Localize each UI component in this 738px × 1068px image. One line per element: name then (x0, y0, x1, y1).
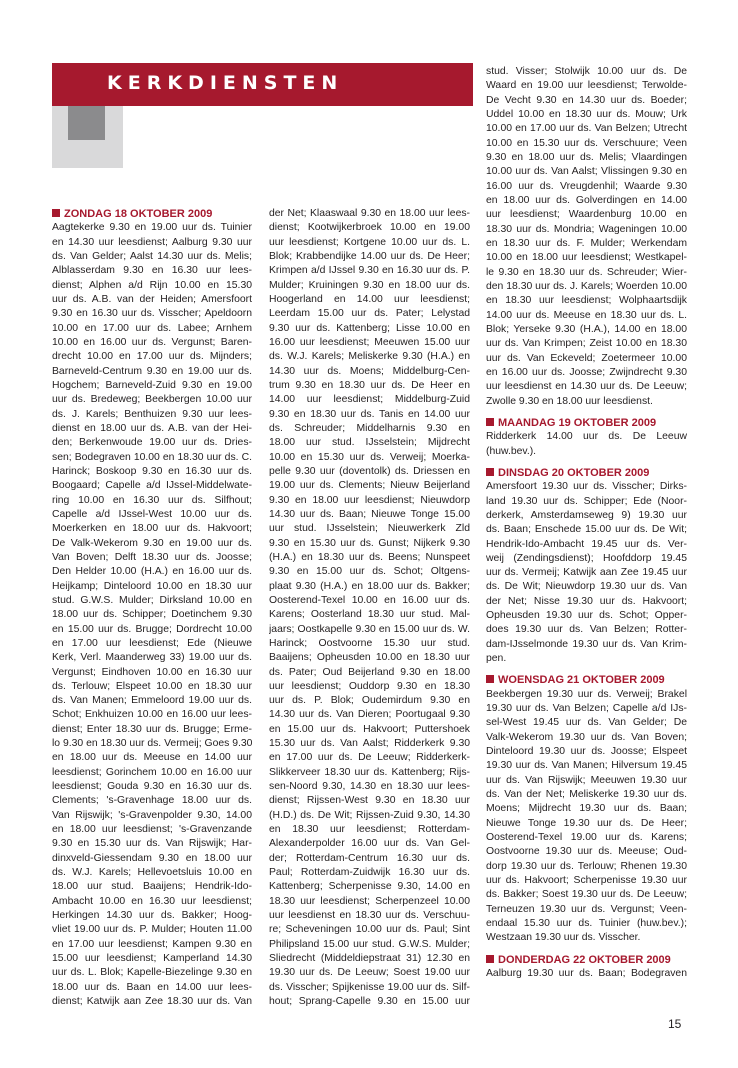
text-line: uur leesdienst en 14.30 uur ds. De Leeuw; (486, 381, 687, 393)
text-line: 10.00 en 15.30 uur ds. Verschuure; Veen (486, 137, 687, 149)
text-line: en 17.00 uur leesdienst; Ede (Nieuwe (52, 637, 252, 649)
text-line: Oostvoorne 19.30 uur ds. Meeuse; Oud- (486, 846, 687, 858)
text-line: Vergunst; Eindhoven 10.00 en 16.30 uur (52, 666, 252, 678)
text-line: Harinck; Boskoop 9.30 en 16.30 uur ds. (52, 465, 252, 477)
text-line: Alexanderpolder 16.00 uur ds. Van Gel- (269, 838, 470, 850)
text-line: hout; Sprang-Capelle 9.30 en 15.00 uur (269, 996, 470, 1008)
text-line: 16.00 uur ds. Vreugdenhil; Waarde 9.30 (486, 180, 687, 192)
text-line: uur ds. Bredeweg; Beekbergen 10.00 uur (52, 394, 252, 406)
text-line: Harinck; Oostvoorne 15.30 uur stud. (269, 637, 470, 649)
text-line: land 19.30 uur ds. Schipper; Ede (Noor- (486, 495, 687, 507)
section-heading-thursday (486, 953, 687, 967)
service-list-sunday-part-2 (269, 207, 470, 1009)
text-line: 19.30 uur ds. Van Manen; Hilversum 19.45 (486, 760, 687, 772)
text-line: 9.30 en 15.30 uur ds. Gunst; Nijkerk 9.30 (269, 537, 470, 549)
text-line: en 17.00 uur leesdienst; Kampen 9.30 en (52, 938, 252, 950)
text-line: Sliedrecht (Middeldiepstraat 31) 12.30 en (269, 953, 470, 965)
text-line: 15.30 uur ds. Van Aalst; Ridderkerk 9.30 (269, 738, 470, 750)
text-line: den 18.30 uur ds. J. Karels; Woerden 10.00 (486, 280, 687, 292)
text-line: Blok; Krabbendijke 14.00 uur ds. De Heer; (269, 250, 470, 262)
text-line: Heijkamp; Dinteloord 10.00 en 18.30 uur (52, 580, 252, 592)
text-line: ds. De Wit; Nieuwdorp 19.30 uur ds. Van (486, 581, 687, 593)
section-heading-text: DONDERDAG 22 OKTOBER 2009 (498, 953, 671, 966)
text-line: der; Rotterdam-Centrum 16.30 uur ds. (269, 852, 470, 864)
text-line: ds. W.J. Karels; Hellevoetsluis 10.00 en (52, 867, 252, 879)
section-heading-wednesday (486, 673, 687, 687)
text-line: Leerdam 15.00 uur ds. Pater; Lelystad (269, 308, 470, 320)
text-line: 18.00 uur stud. IJsselstein; Mijdrecht (269, 437, 470, 449)
service-list-monday (486, 430, 687, 459)
text-line: 18.00 uur stud. Baaijens; Hendrik-Ido- (52, 881, 252, 893)
text-line: ds. Van der Net; Meliskerke 19.30 uur ds. (486, 789, 687, 801)
text-line: Capelle a/d IJssel-West 10.00 uur ds. (52, 508, 252, 520)
text-line: does 19.30 uur ds. Van Belzen; Rotter- (486, 624, 687, 636)
square-bullet-icon (486, 955, 494, 963)
text-line: dienst en 18.00 uur ds. A.B. van der Hei- (52, 422, 252, 434)
square-bullet-icon (486, 468, 494, 476)
text-line: 9.30 en 15.30 uur ds. Van Rijswijk; Har- (52, 838, 252, 850)
text-line: uur stud. IJsselstein; Nieuwerkerk Zld (269, 523, 470, 535)
text-line: (huw.bev.). (486, 445, 537, 457)
text-line: 9.30 en 18.00 uur leesdienst; Nieuwdorp (269, 494, 470, 506)
text-line: Blok; Yerseke 9.30 (H.A.), 14.00 en 18.00 (486, 323, 687, 335)
page-number: 15 (668, 1017, 682, 1031)
text-line: uur leesdienst; Kortgene 10.00 uur ds. L. (269, 236, 470, 248)
text-line: 14.30 uur ds. Moens; Middelburg-Cen- (269, 365, 470, 377)
text-line: en 17.00 uur ds. De Leeuw; Ridderkerk- (269, 752, 470, 764)
text-line: 10.00 en 16.00 uur ds. Vergunst; Baren- (52, 336, 252, 348)
text-line: ds. Van Manen; Emmeloord 19.00 uur ds. (52, 695, 252, 707)
text-line: en 18.00 uur ds. Golverdingen en 14.00 (486, 194, 687, 206)
text-line: derkerk, Amsterdamseweg 9) 19.30 uur (486, 509, 687, 521)
text-line: ds. J. Karels; Benthuizen 9.30 uur lees- (52, 408, 252, 420)
text-line: plaat 9.30 (H.A.) en 18.00 uur ds. Bakker; (269, 580, 470, 592)
square-bullet-icon (52, 209, 60, 217)
text-line: Waard en 19.00 uur leesdienst; Terwolde- (486, 80, 687, 92)
text-line: Alblasserdam 9.30 en 16.30 uur lees- (52, 265, 252, 277)
text-line: Dinteloord 19.30 uur ds. Joosse; Elspeet (486, 746, 687, 758)
text-line: dam-IJsselmonde 19.30 uur ds. Van Krim- (486, 638, 687, 650)
text-line: Opheusden 19.30 uur ds. Schot; Opper- (486, 610, 687, 622)
text-line: 10.00 en 15.30 uur ds. Verweij; Moerka- (269, 451, 470, 463)
text-line: en 18.30 uur leesdienst; Wolphaartsdijk (486, 295, 687, 307)
text-line: 18.00 uur ds. Schipper; Doetinchem 9.30 (52, 609, 252, 621)
text-line: 19.00 uur ds. Clements; Nieuw Beijerland (269, 480, 470, 492)
text-line: Beekbergen 19.30 uur ds. Verweij; Brakel (486, 688, 687, 700)
section-heading-monday (486, 416, 687, 430)
text-line: Boogaard; Capelle a/d IJssel-Middelwate- (52, 480, 252, 492)
text-line: dienst; Katwijk aan Zee 18.30 uur ds. Van (52, 996, 252, 1008)
text-line: Clements; 's-Gravenhage 18.00 uur ds. (52, 795, 252, 807)
text-line: dorp 19.30 uur ds. Terlouw; Rhenen 19.30 (486, 860, 687, 872)
text-line: vliet 19.00 uur ds. P. Mulder; Houten 11.00 (52, 924, 252, 936)
text-line: ds. Pater; Oud Beijerland 9.30 en 18.00 (269, 666, 470, 678)
text-line: Aagtekerke 9.30 en 19.00 uur ds. Tuinier (52, 222, 252, 234)
text-line: Oosterend-Texel 10.00 en 16.00 uur ds. (269, 594, 470, 606)
text-line: dienst; Alphen a/d Rijn 10.00 en 15.30 (52, 279, 252, 291)
text-line: re; Scheveningen 10.00 uur ds. Paul; Sint (269, 924, 470, 936)
text-line: Baaijens; Opheusden 10.00 en 18.30 uur (269, 652, 470, 664)
text-line: Valk-Wekerom 19.30 uur ds. Van Boven; (486, 731, 687, 743)
text-line: Den Helder 10.00 (H.A.) en 16.00 uur ds. (52, 566, 252, 578)
text-line: 10.00 en 18.00 uur leesdienst; Westkapel- (486, 252, 687, 264)
text-line: 14.00 uur leesdienst; Middelburg-Zuid (269, 394, 470, 406)
text-line: (H.A.) en 18.30 uur ds. Beens; Nunspeet (269, 551, 470, 563)
text-line: ds. Bakker; Soest 19.30 uur ds. De Leeuw; (486, 889, 687, 901)
text-line: ds. Van Gelder; Aalst 14.30 uur ds. Melis; (52, 250, 252, 262)
text-line: uur ds. Van Rijswijk; Meeuwen 19.30 uur (486, 774, 687, 786)
text-line: Hoogerland en 14.00 uur leesdienst; (269, 293, 470, 305)
text-line: en 18.30 uur ds. F. Mulder; Werkendam (486, 237, 687, 249)
text-line: 19.30 uur ds. Van Belzen; Capelle a/d IJs- (486, 703, 687, 715)
text-line: 15.00 uur leesdienst; Kamperland 14.30 (52, 953, 252, 965)
square-bullet-icon (486, 675, 494, 683)
text-line: Kattenberg; Scherpenisse 9.30, 14.00 en (269, 881, 470, 893)
text-line: 19.30 uur ds. De Leeuw; Soest 19.00 uur (269, 967, 470, 979)
text-line: leesdienst; Gouda 9.30 en 16.30 uur ds. (52, 781, 252, 793)
text-line: dinxveld-Giessendam 9.30 en 18.00 uur (52, 852, 252, 864)
service-list-sunday-part-1 (52, 221, 252, 1009)
service-list-wednesday (486, 688, 687, 946)
text-line: en 18.30 uur leesdienst; Rotterdam- (269, 824, 470, 836)
text-line: der Net; Nisse 19.30 uur ds. Hakvoort; (486, 595, 687, 607)
text-line: 10.00 uur ds. Van Aalst; Vlissingen 9.30 en (486, 166, 687, 178)
text-line: Oosterend-Texel 19.00 uur ds. Karens; (486, 832, 687, 844)
text-line: 10.00 en 17.00 uur ds. Van Belzen; Utrecht (486, 123, 687, 135)
text-line: Krimpen a/d IJssel 9.30 en 16.30 uur ds. P. (269, 265, 470, 277)
text-line: Moerkerken en 18.00 uur ds. Hakvoort; (52, 523, 252, 535)
text-line: lo 9.30 en 18.30 uur ds. Vermeij; Goes 9.30 (52, 738, 252, 750)
text-line: Van Boven; Delft 18.30 uur ds. Joosse; (52, 551, 252, 563)
text-line: stud. G.W.S. Mulder; Dirksland 10.00 en (52, 594, 252, 606)
text-line: pen. (486, 653, 507, 665)
decorative-block-dark (68, 106, 105, 140)
text-line: le 9.30 en 18.30 uur ds. Schreuder; Wier- (486, 266, 687, 278)
text-line: Aalburg 19.30 uur ds. Baan; Bodegraven (486, 968, 687, 980)
section-heading-tuesday (486, 466, 687, 480)
text-line: 9.30 uur ds. Kattenberg; Lisse 10.00 en (269, 322, 470, 334)
text-line: ring 10.00 en 16.30 uur ds. Silfhout; (52, 494, 252, 506)
text-line: en 15.00 uur ds. Hakvoort; Puttershoek (269, 723, 470, 735)
column-2 (269, 207, 470, 1009)
text-line: 10.00 en 17.00 uur ds. Labee; Arnhem (52, 322, 252, 334)
text-line: dienst; Enter 18.30 uur ds. Brugge; Erme- (52, 723, 252, 735)
text-line: dienst; Rijssen-West 9.30 en 18.30 uur (269, 795, 470, 807)
text-line: der Net; Klaaswaal 9.30 en 18.00 uur lees- (269, 208, 470, 219)
text-line: Terneuzen 19.30 uur ds. Vergunst; Veen- (486, 903, 687, 915)
text-line: den; Berkenwoude 19.00 uur ds. Dries- (52, 437, 252, 449)
text-line: 18.00 uur ds. Baan en 14.00 uur lees- (52, 981, 252, 993)
text-line: leesdienst; Gorinchem 10.00 en 16.00 uur (52, 766, 252, 778)
text-line: 18.30 uur ds. Mondria; Wageningen 10.00 (486, 223, 687, 235)
section-heading-text: ZONDAG 18 OKTOBER 2009 (64, 208, 213, 220)
text-line: trum 9.30 en 18.30 uur ds. De Heer en (269, 379, 470, 391)
text-line: Slikkerveer 18.30 uur ds. Kattenberg; Rijs- (269, 766, 470, 778)
text-line: en 16.00 uur ds. Joosse; Zwijndrecht 9.30 (486, 366, 687, 378)
text-line: Barneveld-Centrum 9.30 en 19.00 uur ds. (52, 365, 252, 377)
text-line: 14.30 uur ds. Baan; Nieuwe Tonge 15.00 (269, 508, 470, 520)
text-line: Nieuwe Tonge 19.30 uur ds. De Heer; (486, 817, 687, 829)
text-line: jaars; Oostkapelle 9.30 en 15.00 uur ds. W. (269, 623, 470, 635)
text-line: 9.30 en 18.00 uur ds. Melis; Vlaardingen (486, 151, 687, 163)
text-line: uur ds. L. Blok; Kapelle-Biezelinge 9.30 en (52, 967, 252, 979)
text-line: uur leesdienst en 18.30 uur ds. Verschuu- (269, 910, 470, 922)
text-line: ds. Visscher; Spijkenisse 19.00 uur ds. Silf- (269, 981, 470, 993)
section-heading-text: WOENSDAG 21 OKTOBER 2009 (498, 674, 665, 687)
text-line: Amersfoort 19.30 uur ds. Visscher; Dirks- (486, 481, 687, 493)
text-line: Zwolle 9.30 en 18.00 uur leesdienst. (486, 395, 653, 407)
section-heading-text: MAANDAG 19 OKTOBER 2009 (498, 416, 657, 429)
text-line: Hendrik-Ido-Ambacht 19.45 uur ds. Ver- (486, 538, 687, 550)
column-1 (52, 207, 252, 1009)
service-list-thursday (486, 967, 687, 981)
text-line: 14.00 uur ds. Meeuse en 18.30 uur ds. L. (486, 309, 687, 321)
text-line: Van Rijswijk; 's-Gravenpolder 9.30, 14.00 (52, 809, 252, 821)
text-line: ds. Schreuder; Middelharnis 9.30 en (269, 422, 470, 434)
text-line: en 18.00 uur leesdienst; 's-Gravenzande (52, 824, 252, 836)
text-line: stud. Visser; Stolwijk 10.00 uur ds. De (486, 66, 687, 77)
text-line: 9.30 en 16.30 uur ds. Visscher; Apeldoorn (52, 308, 252, 320)
text-line: Westzaan 19.30 uur ds. Visscher. (486, 932, 641, 944)
text-line: weij (Zendingsdienst); Hoofddorp 19.45 (486, 552, 687, 564)
text-line: Mulder; Kruiningen 9.30 en 18.00 uur ds. (269, 279, 470, 291)
text-line: 16.00 uur leesdienst; Meeuwen 15.00 uur (269, 336, 470, 348)
text-line: uur ds. Van Krimpen; Zeist 10.00 en 18.30 (486, 338, 687, 350)
text-line: Uddel 10.00 en 18.30 uur ds. Mouw; Urk (486, 108, 687, 120)
text-line: Ambacht 10.00 en 16.30 uur leesdienst; (52, 895, 252, 907)
square-bullet-icon (486, 418, 494, 426)
text-line: uur ds. A.B. van der Heiden; Amersfoort (52, 293, 252, 305)
text-line: Ridderkerk 14.00 uur ds. De Leeuw (486, 431, 687, 443)
text-line: Moens; Mijdrecht 19.30 uur ds. Baan; (486, 803, 687, 815)
text-line: Hogchem; Barneveld-Zuid 9.30 en 19.00 (52, 379, 252, 391)
column-3 (486, 65, 687, 981)
text-line: uur leesdienst; Waardenburg 10.00 en (486, 209, 687, 221)
text-line: endaal 15.30 uur ds. Tuinier (huw.bev.); (486, 918, 687, 930)
text-line: dienst; Kootwijkerbroek 10.00 en 19.00 (269, 222, 470, 234)
text-line: en 18.00 uur ds. Meeuse en 14.00 uur (52, 752, 252, 764)
text-line: 9.30 en 18.30 uur ds. Tanis en 14.00 uur (269, 408, 470, 420)
text-line: drecht 10.00 en 17.00 uur ds. Mijnders; (52, 351, 252, 363)
page-title: KERKDIENSTEN (107, 72, 344, 94)
text-line: Paul; Rotterdam-Zuidwijk 16.30 uur ds. (269, 867, 470, 879)
text-line: ds. Baan; Enschede 15.00 uur ds. De Wit; (486, 524, 687, 536)
text-line: 18.30 uur leesdienst; Scherpenzeel 10.00 (269, 895, 470, 907)
section-heading-sunday (52, 207, 252, 221)
text-line: pelle 9.30 uur (doventolk) ds. Driessen en (269, 465, 470, 477)
text-line: ds. W.J. Karels; Meliskerke 9.30 (H.A.) en (269, 351, 470, 363)
text-line: en 14.30 uur leesdienst; Aalburg 9.30 uur (52, 236, 252, 248)
service-list-sunday-part-3 (486, 65, 687, 409)
text-line: sen; Bodegraven 10.00 en 18.30 uur ds. C. (52, 451, 252, 463)
text-line: Karens; Oosterland 18.30 uur stud. Mal- (269, 609, 470, 621)
text-line: uur ds. P. Blok; Oudemirdum 9.30 en (269, 695, 470, 707)
text-line: sel-West 19.45 uur ds. Van Gelder; De (486, 717, 687, 729)
text-line: 9.30 en 15.00 uur ds. Schot; Oltgens- (269, 566, 470, 578)
text-line: ds. Terlouw; Elspeet 10.00 en 18.30 uur (52, 680, 252, 692)
text-line: De Vecht 9.30 en 14.30 uur ds. Boeder; (486, 94, 687, 106)
text-line: Schot; Enkhuizen 10.00 en 16.00 uur lees- (52, 709, 252, 721)
text-line: uur ds. Van Eckeveld; Zoetermeer 10.00 (486, 352, 687, 364)
text-line: De Valk-Wekerom 9.30 en 19.00 uur ds. (52, 537, 252, 549)
text-line: (H.D.) ds. De Wit; Rijssen-Zuid 9.30, 14.30 (269, 809, 470, 821)
text-line: Kerk, Verl. Maanderweg 33) 19.00 uur ds. (52, 652, 252, 664)
text-line: sen-Noord 9.30, 14.30 en 18.30 uur lees- (269, 781, 470, 793)
text-line: en 15.00 uur ds. Brugge; Dordrecht 10.00 (52, 623, 252, 635)
text-line: 14.30 uur ds. Van Dieren; Poortugaal 9.30 (269, 709, 470, 721)
text-line: uur ds. Hakvoort; Scherpenisse 19.30 uur (486, 875, 687, 887)
service-list-tuesday (486, 480, 687, 666)
text-line: uur ds. Vermeij; Katwijk aan Zee 19.45 uur (486, 567, 687, 579)
text-line: uur leesdienst; Ouddorp 9.30 en 18.30 (269, 680, 470, 692)
text-line: Herkingen 14.30 uur ds. Bakker; Hoog- (52, 910, 252, 922)
text-line: Philipsland 15.00 uur stud. G.W.S. Mulder; (269, 938, 470, 950)
section-heading-text: DINSDAG 20 OKTOBER 2009 (498, 466, 650, 479)
